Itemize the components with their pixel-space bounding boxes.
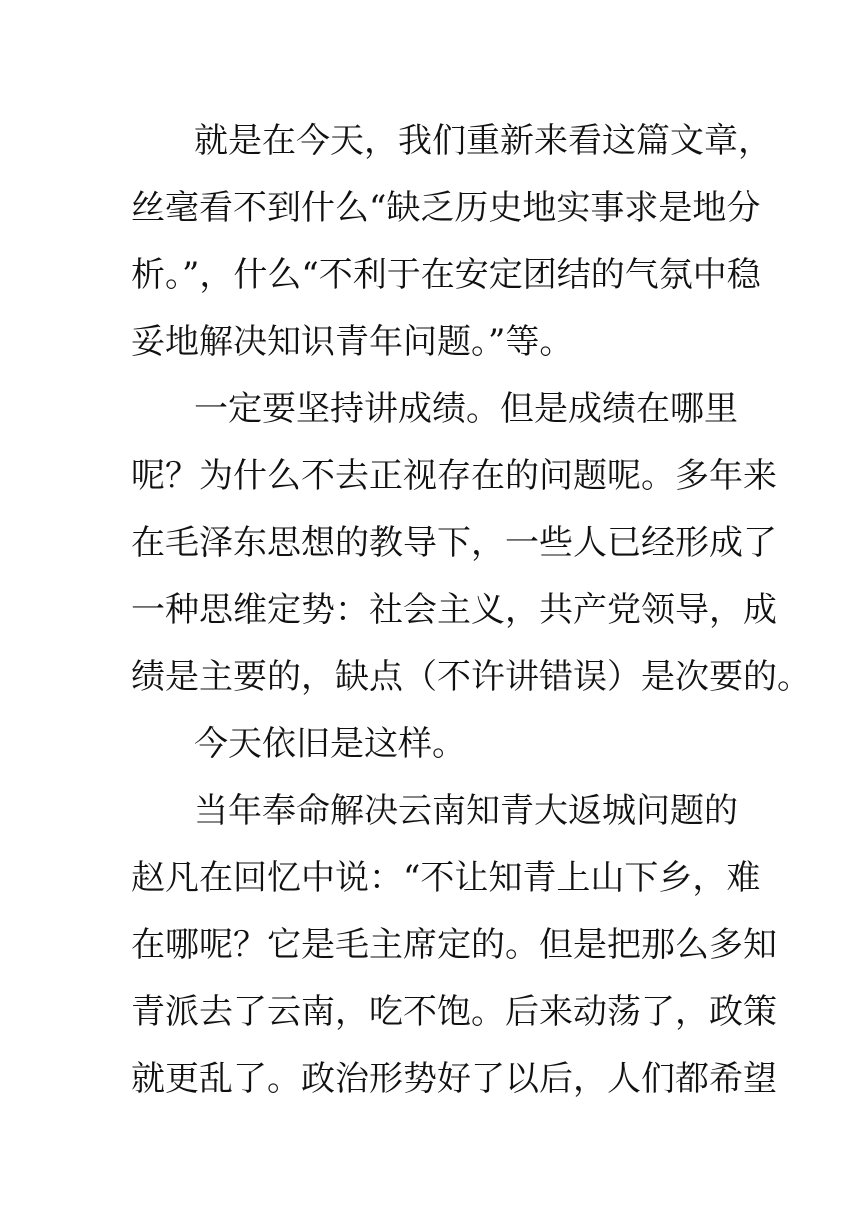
text-line: 青派去了云南，吃不饱。后来动荡了，政策 bbox=[131, 992, 777, 1032]
text-line: 一定要坚持讲成绩。但是成绩在哪里 bbox=[194, 389, 738, 429]
text-line: 赵凡在回忆中说：“不让知青上山下乡，难 bbox=[131, 858, 761, 898]
text-line: 在哪呢？它是毛主席定的。但是把那么多知 bbox=[131, 925, 777, 965]
text-line: 呢？为什么不去正视存在的问题呢。多年来 bbox=[131, 456, 777, 496]
text-line: 就是在今天，我们重新来看这篇文章， bbox=[194, 121, 772, 161]
text-line: 今天依旧是这样。 bbox=[194, 724, 466, 764]
text-line: 析。”，什么“不利于在安定团结的气氛中稳 bbox=[131, 255, 761, 295]
text-line: 就更乱了。政治形势好了以后，人们都希望 bbox=[131, 1059, 777, 1099]
text-line: 绩是主要的，缺点（不许讲错误）是次要的。 bbox=[131, 657, 811, 697]
text-line: 当年奉命解决云南知青大返城问题的 bbox=[194, 791, 738, 831]
text-line: 在毛泽东思想的教导下，一些人已经形成了 bbox=[131, 523, 777, 563]
text-line: 丝毫看不到什么“缺乏历史地实事求是地分 bbox=[131, 188, 761, 228]
text-line: 妥地解决知识青年问题。”等。 bbox=[131, 322, 574, 362]
text-line: 一种思维定势：社会主义，共产党领导，成 bbox=[131, 590, 777, 630]
